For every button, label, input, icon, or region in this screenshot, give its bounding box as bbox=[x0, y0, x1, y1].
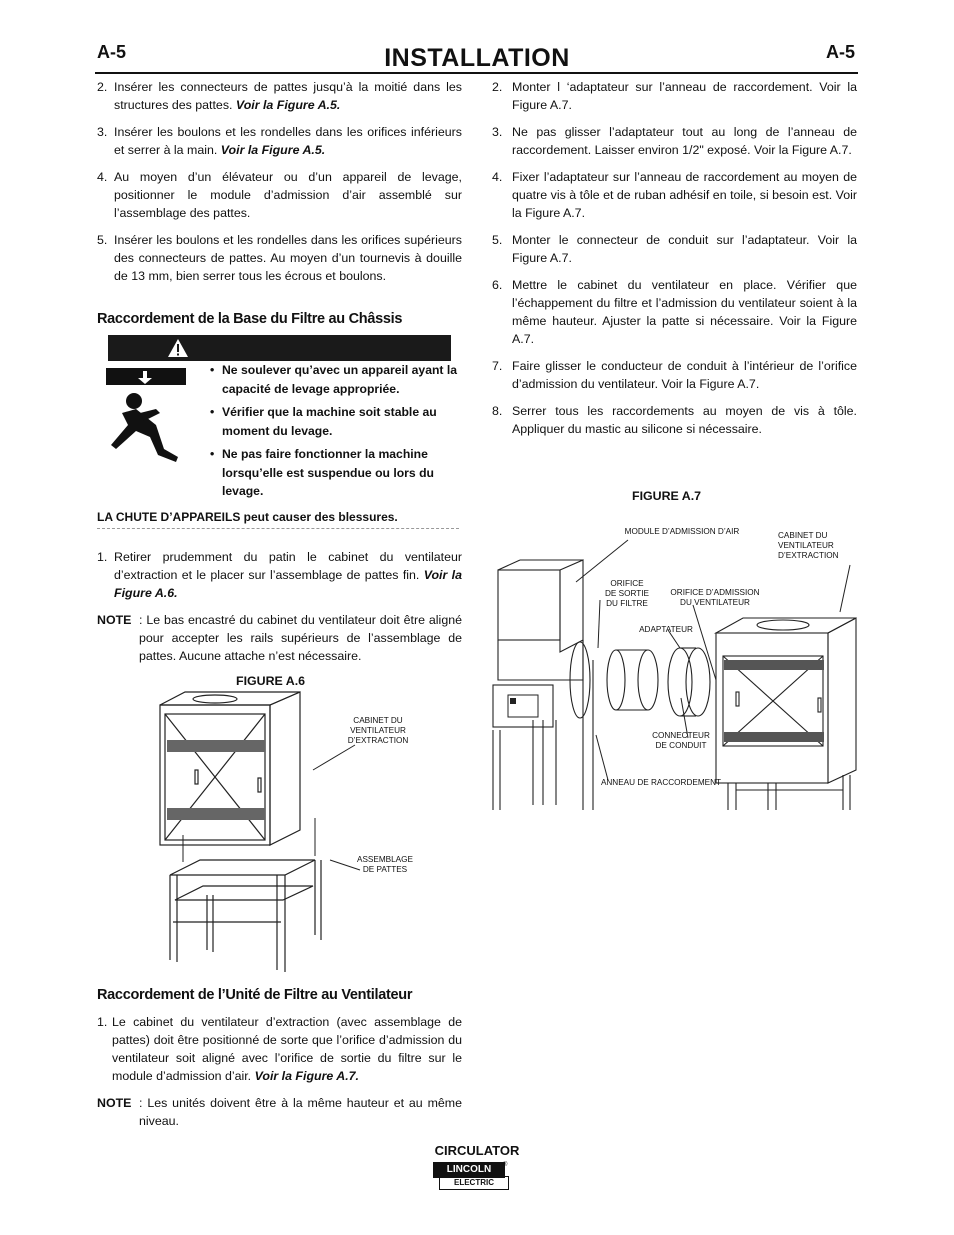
falling-load-icon bbox=[106, 365, 188, 465]
figure-a7-title: FIGURE A.7 bbox=[632, 489, 702, 503]
left-steps-s2 bbox=[97, 1013, 462, 1130]
warning-item: • Vérifier que la machine soit stable au moment du levage. bbox=[210, 405, 437, 438]
header-rule bbox=[95, 72, 858, 74]
section-title-unit: Raccordement de l’Unité de Filtre au Ventilateur bbox=[97, 987, 413, 1003]
step-4: 4. Fixer l’adaptateur sur l’anneau de raccordement au moyen de quatre vis à tôle et de ruban adhésif en toile, si besoin est. Voir la Figure A.7. bbox=[492, 170, 857, 220]
logo-bottom: ELECTRIC bbox=[439, 1176, 509, 1190]
warning-bar bbox=[108, 335, 451, 361]
figure-a7-drawing bbox=[488, 520, 858, 810]
section-title-base: Raccordement de la Base du Filtre au Châssis bbox=[97, 311, 403, 327]
figure-a6-label-cabinet: CABINET DU VENTILATEUR D’EXTRACTION bbox=[347, 716, 409, 745]
warning-footer: LA CHUTE D’APPAREILS peut causer des blessures. bbox=[97, 510, 398, 524]
page-title: INSTALLATION bbox=[384, 44, 570, 72]
footer-product: CIRCULATOR bbox=[434, 1143, 520, 1158]
warning-list bbox=[210, 361, 460, 506]
step-1-remove: 1. Retirer prudemment du patin le cabinet du ventilateur d’extraction et le placer sur l’assemblage de pattes fin. Voir la Figure A.6. bbox=[97, 550, 462, 600]
step-5: 5. Monter le connecteur de conduit sur l’adaptateur. Voir la Figure A.7. bbox=[492, 233, 857, 265]
page-code-right: A-5 bbox=[826, 42, 856, 62]
logo-top: LINCOLN bbox=[433, 1162, 505, 1178]
registered-mark: ® bbox=[503, 1162, 508, 1168]
figure-a7-label-sortie: ORIFICE DE SORTIE DU FILTRE bbox=[605, 579, 649, 608]
left-steps-a6 bbox=[97, 548, 462, 665]
lincoln-electric-logo bbox=[433, 1162, 509, 1190]
figure-a7-label-cabinet: CABINET DU VENTILATEUR D’EXTRACTION bbox=[778, 531, 839, 560]
right-steps bbox=[492, 78, 857, 447]
page-code-left: A-5 bbox=[97, 42, 127, 62]
step-8: 8. Serrer tous les raccordements au moyen de vis à tôle. Appliquer du mastic au silicone si nécessaire. bbox=[492, 404, 857, 436]
warning-divider bbox=[97, 528, 459, 529]
step-2: 2. Insérer les connecteurs de pattes jusqu’à la moitié dans les structures des pattes. Voir la Figure A.5. bbox=[97, 80, 462, 112]
figure-a7-label-admission: ORIFICE D’ADMISSION DU VENTILATEUR bbox=[670, 588, 760, 607]
step-6: 6. Mettre le cabinet du ventilateur en place. Vérifier que l’échappement du filtre et l’admission du ventilateur soient à la même hauteur. Ajuster la patte si nécessaire. Voir la Figure A.7. bbox=[492, 278, 857, 346]
figure-a7-label-module: MODULE D’ADMISSION D’AIR bbox=[624, 527, 740, 536]
figure-a7-label-anneau: ANNEAU DE RACCORDEMENT bbox=[600, 778, 722, 787]
step-1-position: 1. Le cabinet du ventilateur d’extraction (avec assemblage de pattes) doit être positionné de sorte que l’orifice d’admission du ventilateur soit aligné avec l’orifice de sortie du filtre sur le module d’admission d’air. Voir la Figure A.7. bbox=[97, 1015, 462, 1083]
note-1: NOTE : Le bas encastré du cabinet du ventilateur doit être aligné pour accepter les rails supérieurs de l’assemblage de pattes. Aucune attache n’est nécessaire. bbox=[97, 613, 462, 663]
step-5: 5. Insérer les boulons et les rondelles dans les orifices supérieurs des connecteurs de pattes. Au moyen d’un tournevis à douille de 13 mm, bien serrer tous les écrous et boulons. bbox=[97, 233, 462, 283]
figure-a6-title: FIGURE A.6 bbox=[236, 674, 306, 688]
figure-a7-label-connecteur: CONNECTEUR DE CONDUIT bbox=[652, 731, 710, 750]
step-3: 3. Insérer les boulons et les rondelles dans les orifices inférieurs et serrer à la main. Voir la Figure A.5. bbox=[97, 125, 462, 157]
figure-a7-label-adaptateur: ADAPTATEUR bbox=[639, 625, 693, 634]
note-2: NOTE : Les unités doivent être à la même hauteur et au même niveau. bbox=[97, 1096, 462, 1128]
warning-item: • Ne pas faire fonctionner la machine lorsqu’elle est suspendue ou lors du levage. bbox=[210, 447, 434, 498]
step-7: 7. Faire glisser le conducteur de conduit à l’intérieur de l’orifice d’admission du ventilateur. Voir la Figure A.7. bbox=[492, 359, 857, 391]
warning-item: • Ne soulever qu’avec un appareil ayant la capacité de levage appropriée. bbox=[210, 363, 458, 396]
warning-triangle-icon bbox=[167, 338, 189, 358]
step-4: 4. Au moyen d’un élévateur ou d’un appareil de levage, positionner le module d’admission d’air assemblé sur l’assemblage des pattes. bbox=[97, 170, 462, 220]
figure-a6-label-legs: ASSEMBLAGE DE PATTES bbox=[357, 855, 413, 874]
step-3: 3. Ne pas glisser l’adaptateur tout au long de l’anneau de raccordement. Laisser environ 1/2" exposé. Voir la Figure A.7. bbox=[492, 125, 857, 157]
left-steps-top bbox=[97, 78, 462, 294]
step-2: 2. Monter l ‘adaptateur sur l’anneau de raccordement. Voir la Figure A.7. bbox=[492, 80, 857, 112]
